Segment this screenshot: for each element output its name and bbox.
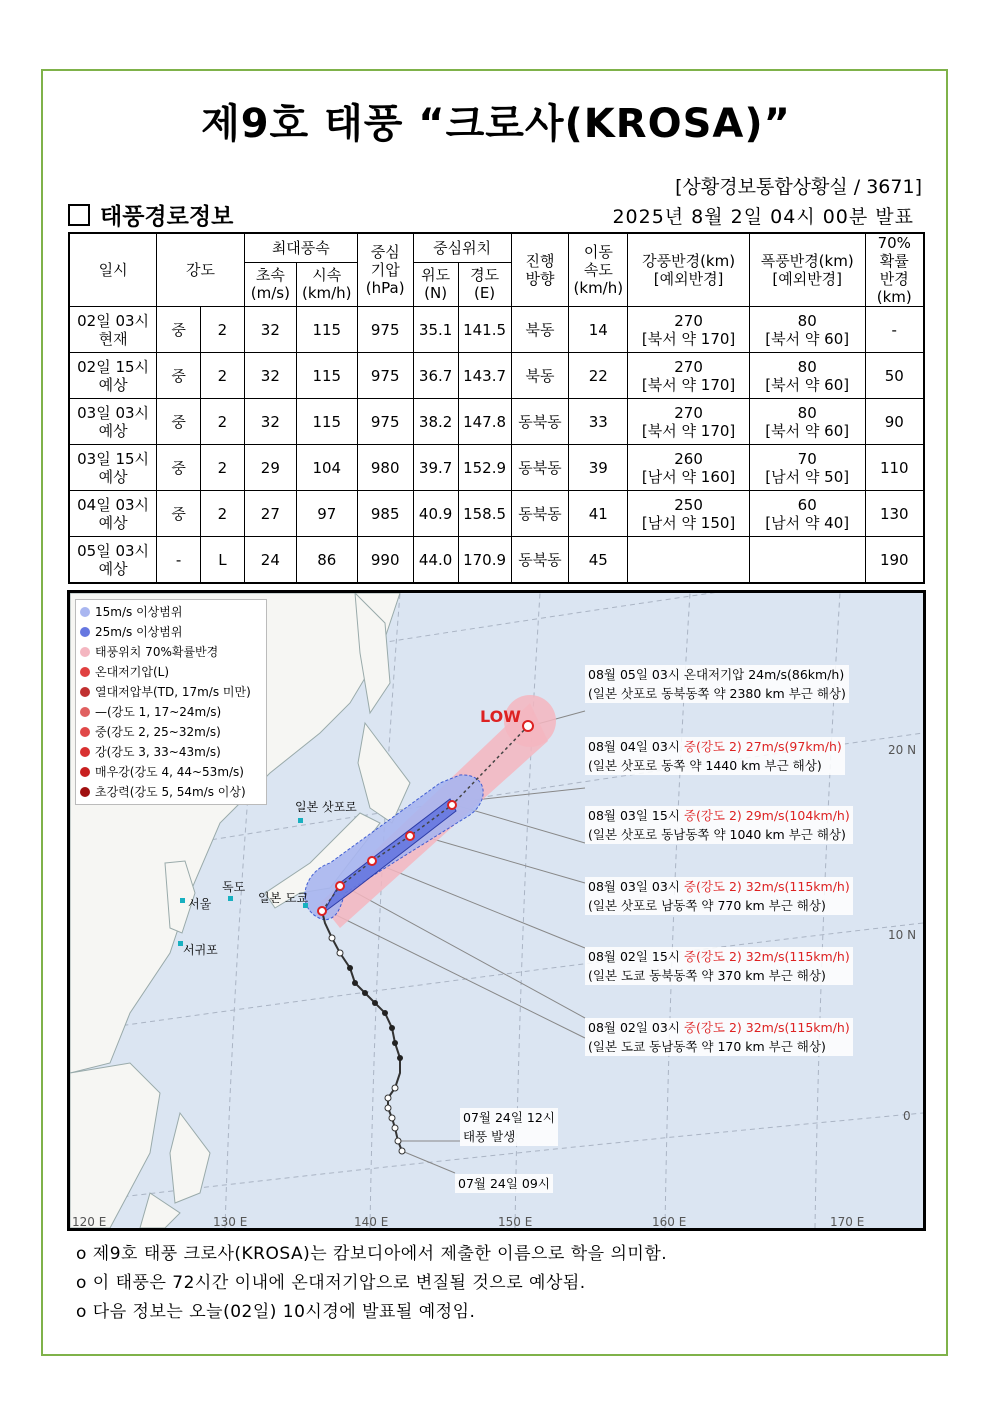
header-ms: 초속 (m/s) [244,262,296,306]
header-time: 일시 [69,233,157,307]
header-probability: 70% 확률 반경 (km) [865,233,924,307]
place-dokdo: 독도 [222,880,246,894]
hpa-cell: 985 [357,491,413,537]
legend-item [80,622,262,642]
table-row [69,445,924,491]
speed-cell: 33 [569,399,628,445]
note-1: o 제9호 태풍 크로사(KROSA)는 캄보디아에서 제출한 이름으로 학을 의미함. [76,1244,668,1264]
level-cell: 2 [201,353,245,399]
ms-cell: 29 [244,445,296,491]
prob-cell: 130 [865,491,924,537]
storm-radius-cell: 80 [북서 약 60] [749,353,865,399]
lat-label-0: 0 [903,1109,911,1123]
department: [상황경보통합상황실 / 3671] [675,176,922,198]
header-pressure: 중심 기압 (hPa) [357,233,413,307]
legend-symbol-icon [80,767,90,777]
storm-radius-cell: 80 [북서 약 60] [749,399,865,445]
legend-item [80,662,262,682]
strong-radius-cell: 270 [북서 약 170] [628,399,750,445]
header-strong-radius: 강풍반경(km) [예외반경] [628,233,750,307]
header-direction: 진행 방향 [511,233,569,307]
place-seoul: 서울 [188,897,212,911]
ms-cell: 24 [244,537,296,584]
kmh-cell: 115 [296,353,357,399]
ms-cell: 32 [244,399,296,445]
grade-cell: 중 [157,491,201,537]
strong-radius-cell: 250 [남서 약 150] [628,491,750,537]
forecast-label-0802-03: 08월 02일 03시 중(강도 2) 32m/s(115km/h) (일본 도쿄 동남동쪽 약 170 km 부근 해상) [585,1018,853,1056]
section-title [68,198,233,231]
header-center: 중심위치 [413,233,511,262]
legend-item [80,682,262,702]
header-storm-radius: 폭풍반경(km) [예외반경] [749,233,865,307]
legend-symbol-icon [80,647,90,657]
level-cell: 2 [201,307,245,353]
strong-radius-cell [628,537,750,584]
lon-label-120: 120 E [72,1215,107,1229]
kmh-cell: 97 [296,491,357,537]
legend-symbol-icon [80,747,90,757]
lat-cell: 44.0 [413,537,458,584]
level-cell: 2 [201,491,245,537]
low-label: LOW [480,707,521,726]
grade-cell: - [157,537,201,584]
legend-symbol-icon [80,667,90,677]
legend-symbol-icon [80,727,90,737]
forecast-label-0802-15: 08월 02일 15시 중(강도 2) 32m/s(115km/h) (일본 도쿄 동북동쪽 약 370 km 부근 해상) [585,947,853,985]
ms-cell: 27 [244,491,296,537]
hpa-cell: 980 [357,445,413,491]
legend-label: 온대저기압(L) [95,665,170,679]
grade-cell: 중 [157,399,201,445]
time-cell: 02일 15시 예상 [69,353,157,399]
lon-cell: 152.9 [458,445,511,491]
dir-cell: 동북동 [511,537,569,584]
lat-cell: 36.7 [413,353,458,399]
table-row [69,353,924,399]
level-cell: 2 [201,399,245,445]
forecast-label-0804: 08월 04일 03시 중(강도 2) 27m/s(97km/h) (일본 삿포로 동쪽 약 1440 km 부근 해상) [585,737,845,775]
legend-label: 열대저압부(TD, 17m/s 미만) [95,685,251,699]
storm-radius-cell [749,537,865,584]
storm-radius-cell: 60 [남서 약 40] [749,491,865,537]
lat-label-20: 20 N [888,743,917,757]
speed-cell: 22 [569,353,628,399]
lon-label-130: 130 E [213,1215,248,1229]
prob-cell: 90 [865,399,924,445]
level-cell: L [201,537,245,584]
dir-cell: 북동 [511,307,569,353]
page-title: 제9호 태풍 “크로사(KROSA)” [201,101,791,147]
legend-label: —(강도 1, 17~24m/s) [95,705,222,719]
prob-cell: 190 [865,537,924,584]
lat-cell: 39.7 [413,445,458,491]
lon-label-140: 140 E [354,1215,389,1229]
table-row [69,399,924,445]
strong-radius-cell: 270 [북서 약 170] [628,353,750,399]
grade-cell: 중 [157,307,201,353]
place-tokyo: 일본 도쿄 [258,891,309,905]
header-speed: 이동 속도 (km/h) [569,233,628,307]
time-cell: 05일 03시 예상 [69,537,157,584]
kmh-cell: 115 [296,399,357,445]
legend-item [80,602,262,622]
place-seogwipo: 서귀포 [183,943,218,957]
typhoon-track-map [67,590,926,1231]
grade-cell: 중 [157,445,201,491]
forecast-label-0805: 08월 05일 03시 온대저기압 24m/s(86km/h) (일본 삿포로 동북동쪽 약 2380 km 부근 해상) [585,665,849,703]
forecast-label-0803-03: 08월 03일 03시 중(강도 2) 32m/s(115km/h) (일본 삿포로 남동쪽 약 770 km 부근 해상) [585,877,853,915]
map-legend [75,599,267,805]
lon-cell: 170.9 [458,537,511,584]
notes [76,1240,667,1327]
lon-cell: 147.8 [458,399,511,445]
note-2: o 이 태풍은 72시간 이내에 온대저기압으로 변질될 것으로 예상됨. [76,1273,586,1293]
lon-label-150: 150 E [498,1215,533,1229]
lat-cell: 40.9 [413,491,458,537]
legend-item [80,722,262,742]
legend-label: 25m/s 이상범위 [95,625,183,639]
time-cell: 04일 03시 예상 [69,491,157,537]
prob-cell: 110 [865,445,924,491]
legend-symbol-icon [80,687,90,697]
dir-cell: 동북동 [511,399,569,445]
speed-cell: 14 [569,307,628,353]
prob-cell: 50 [865,353,924,399]
header-intensity: 강도 [157,233,245,307]
legend-label: 중(강도 2, 25~32m/s) [95,725,221,739]
lon-cell: 141.5 [458,307,511,353]
checkbox-square-icon [68,204,90,226]
legend-label: 태풍위치 70%확률반경 [95,645,219,659]
header-kmh: 시속 (km/h) [296,262,357,306]
speed-cell: 39 [569,445,628,491]
hpa-cell: 975 [357,307,413,353]
lon-label-160: 160 E [652,1215,687,1229]
issued-datetime: 2025년 8월 2일 04시 00분 발표 [612,206,914,228]
lat-cell: 38.2 [413,399,458,445]
legend-item [80,782,262,802]
section-title-text: 태풍경로정보 [100,204,234,230]
legend-symbol-icon [80,627,90,637]
dir-cell: 동북동 [511,491,569,537]
hpa-cell: 990 [357,537,413,584]
level-cell: 2 [201,445,245,491]
lon-label-170: 170 E [830,1215,865,1229]
legend-symbol-icon [80,787,90,797]
legend-symbol-icon [80,607,90,617]
grade-cell: 중 [157,353,201,399]
table-row [69,307,924,353]
prob-cell: - [865,307,924,353]
legend-label: 15m/s 이상범위 [95,605,183,619]
ms-cell: 32 [244,307,296,353]
lon-cell: 143.7 [458,353,511,399]
note-3: o 다음 정보는 오늘(02일) 10시경에 발표될 예정임. [76,1302,476,1322]
legend-item [80,642,262,662]
legend-symbol-icon [80,707,90,717]
lat-label-10: 10 N [888,928,917,942]
lat-cell: 35.1 [413,307,458,353]
time-cell: 02일 03시 현재 [69,307,157,353]
time-cell: 03일 03시 예상 [69,399,157,445]
strong-radius-cell: 260 [남서 약 160] [628,445,750,491]
genesis-start-label: 07월 24일 09시 [455,1174,553,1193]
storm-radius-cell: 70 [남서 약 50] [749,445,865,491]
kmh-cell: 86 [296,537,357,584]
genesis-label: 07월 24일 12시 태풍 발생 [460,1108,558,1146]
dir-cell: 동북동 [511,445,569,491]
place-sapporo: 일본 삿포로 [295,800,357,814]
table-row [69,537,924,584]
storm-radius-cell: 80 [북서 약 60] [749,307,865,353]
legend-label: 매우강(강도 4, 44~53m/s) [95,765,244,779]
legend-item [80,742,262,762]
legend-item [80,702,262,722]
speed-cell: 41 [569,491,628,537]
lon-cell: 158.5 [458,491,511,537]
hpa-cell: 975 [357,353,413,399]
legend-item [80,762,262,782]
typhoon-track-table [68,232,925,584]
legend-label: 강(강도 3, 33~43m/s) [95,745,221,759]
kmh-cell: 104 [296,445,357,491]
forecast-label-0803-15: 08월 03일 15시 중(강도 2) 29m/s(104km/h) (일본 삿포로 동남동쪽 약 1040 km 부근 해상) [585,806,853,844]
time-cell: 03일 15시 예상 [69,445,157,491]
speed-cell: 45 [569,537,628,584]
ms-cell: 32 [244,353,296,399]
hpa-cell: 975 [357,399,413,445]
strong-radius-cell: 270 [북서 약 170] [628,307,750,353]
dir-cell: 북동 [511,353,569,399]
kmh-cell: 115 [296,307,357,353]
header-maxwind: 최대풍속 [244,233,357,262]
header-lat: 위도 (N) [413,262,458,306]
header-lon: 경도 (E) [458,262,511,306]
table-row [69,491,924,537]
legend-label: 초강력(강도 5, 54m/s 이상) [95,785,246,799]
